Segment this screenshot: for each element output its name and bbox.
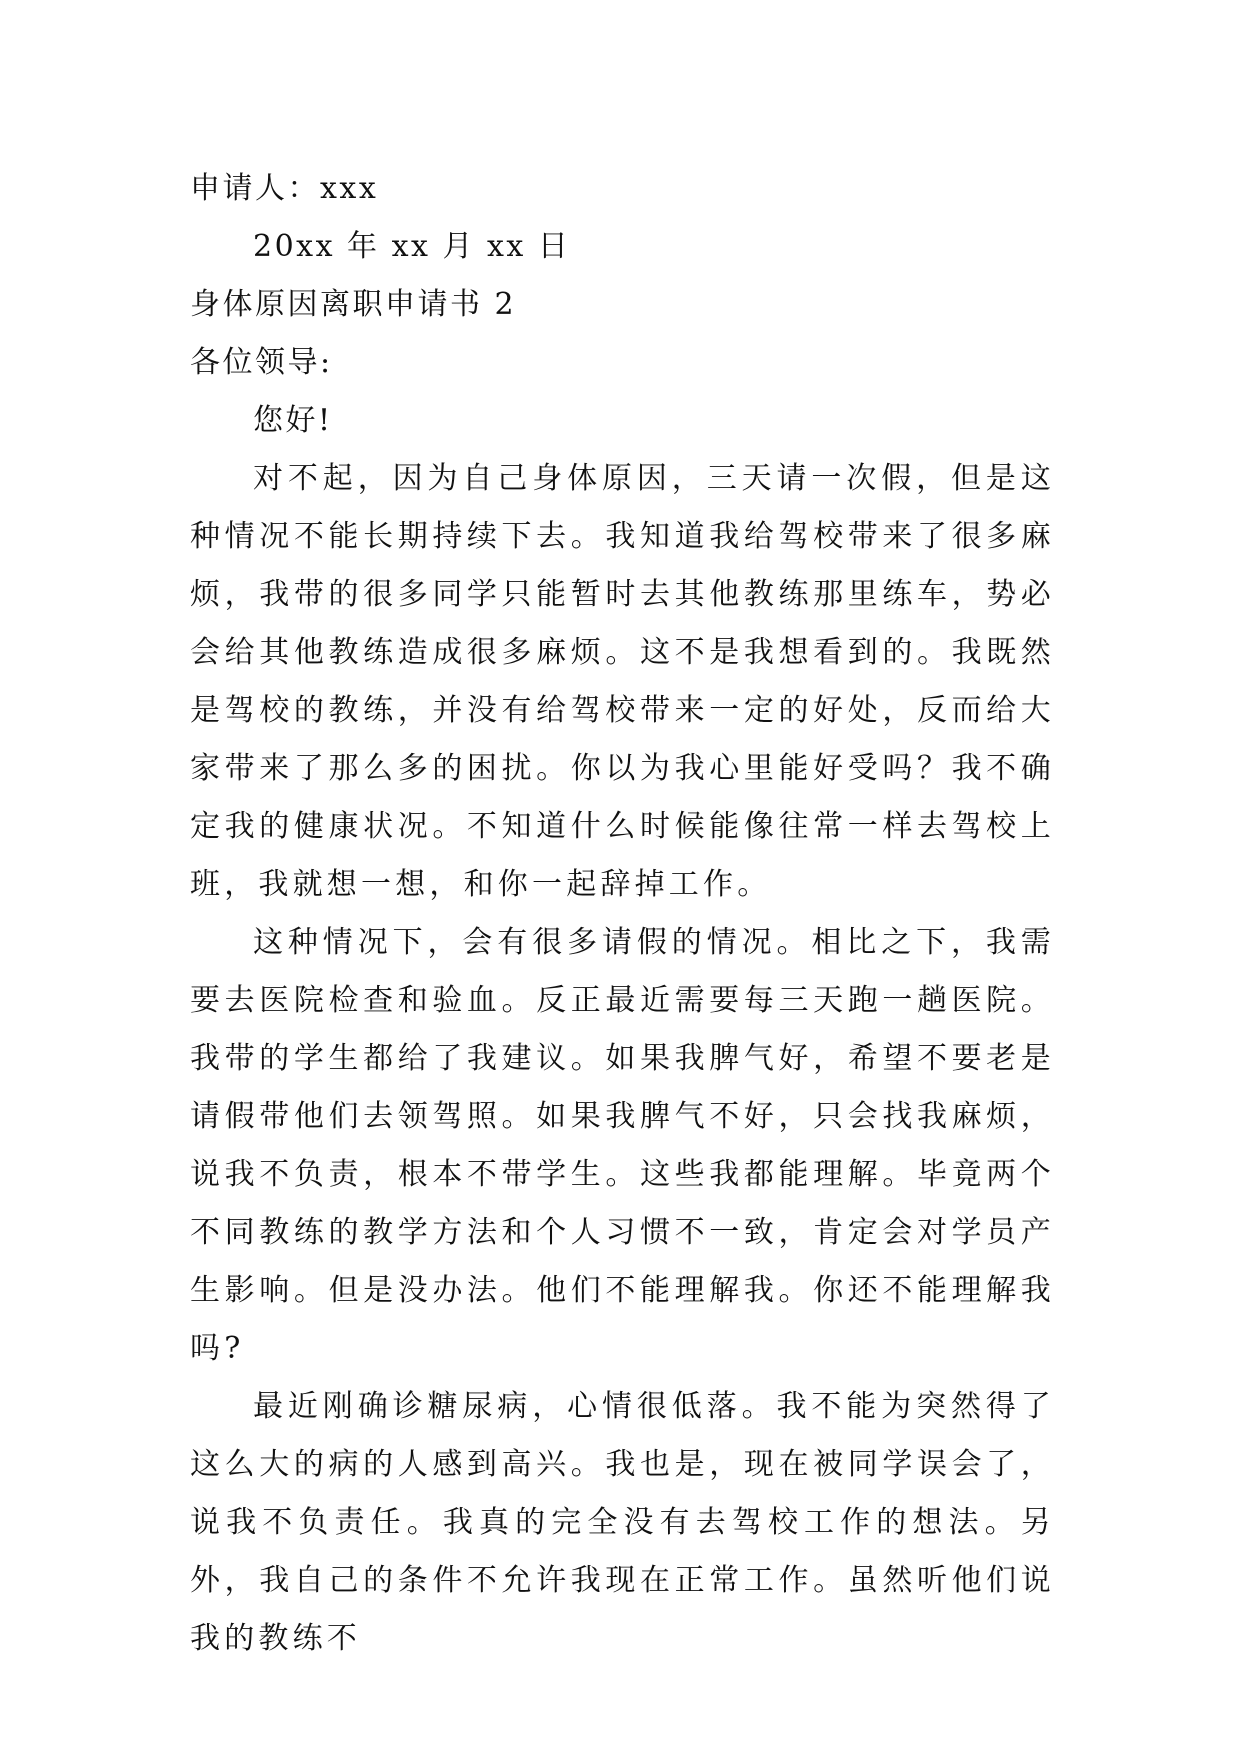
greeting: 您好! xyxy=(253,403,333,438)
letter-title: 身体原因离职申请书 2 xyxy=(190,287,517,322)
body-paragraph: 这种情况下，会有很多请假的情况。相比之下，我需要去医院检查和验血。反正最近需要每三天跑一趟医院。我带的学生都给了我建议。如果我脾气好，希望不要老是请假带他们去领驾照。如果我脾气不好，只会找我麻烦，说我不负责，根本不带学生。这些我都能理解。毕竟两个不同教练的教学方法和个人习惯不一致，肯定会对学员产生影响。但是没办法。他们不能理解我。你还不能理解我吗? xyxy=(190,925,1055,1366)
body-paragraph: 对不起，因为自己身体原因，三天请一次假，但是这种情况不能长期持续下去。我知道我给驾校带来了很多麻烦，我带的很多同学只能暂时去其他教练那里练车，势必会给其他教练造成很多麻烦。这不是我想看到的。我既然是驾校的教练，并没有给驾校带来一定的好处，反而给大家带来了那么多的困扰。你以为我心里能好受吗？我不确定我的健康状况。不知道什么时候能像往常一样去驾校上班，我就想一想，和你一起辞掉工作。 xyxy=(190,461,1055,902)
document-body xyxy=(190,160,1055,1668)
date-line: 20xx 年 xx 月 xx 日 xyxy=(253,229,571,264)
body-paragraph: 最近刚确诊糖尿病，心情很低落。我不能为突然得了这么大的病的人感到高兴。我也是，现在被同学误会了，说我不负责任。我真的完全没有去驾校工作的想法。另外，我自己的条件不允许我现在正常工作。虽然听他们说我的教练不 xyxy=(190,1389,1055,1656)
salutation: 各位领导: xyxy=(190,345,333,380)
applicant-line: 申请人：xxx xyxy=(190,171,379,206)
